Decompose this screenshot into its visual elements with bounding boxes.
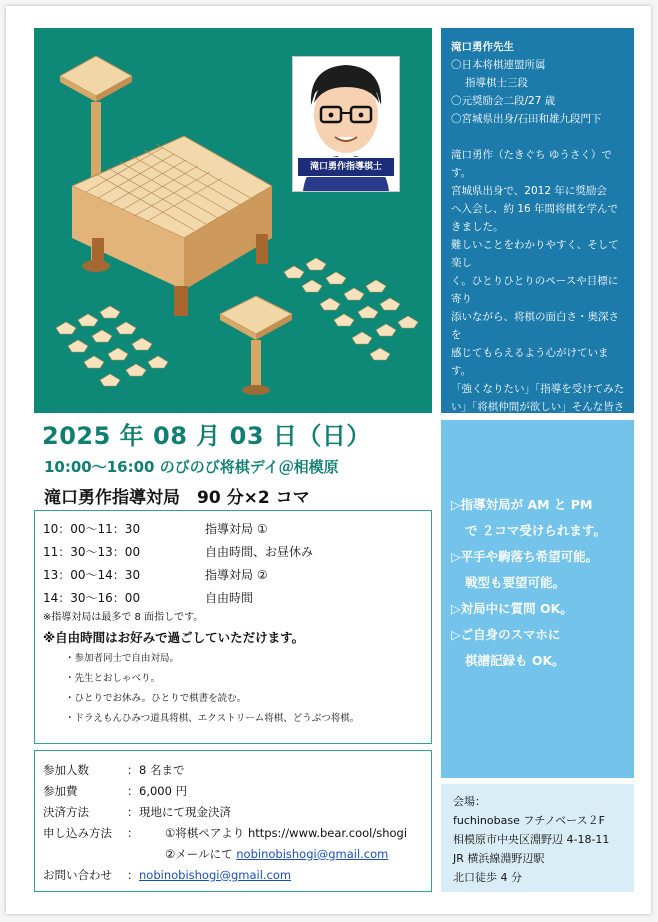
free-time-item: ・先生とおしゃべり。: [65, 673, 161, 684]
info-row-apply: [43, 822, 423, 843]
info-row-fee: [43, 780, 423, 801]
feature-line: 棋譜記録も OK。: [465, 653, 565, 668]
schedule-desc: 指導対局 ②: [205, 568, 268, 582]
feature-line: ▷平手や駒落ち希望可能。: [451, 549, 599, 564]
schedule-time: 13：00～14：30: [43, 568, 141, 582]
participation-info: [34, 750, 432, 892]
teacher-profile: [441, 28, 634, 413]
info-row-payment: [43, 801, 423, 822]
venue-address: 相模原市中央区淵野辺 4-18-11: [453, 833, 610, 846]
free-time-item: ・参加者同士で自由対局。: [65, 653, 180, 664]
schedule-row: [43, 563, 423, 586]
free-time-item: ・ひとりでお休み。ひとりで棋書を読む。: [65, 693, 247, 704]
bio-line: 感じてもらえるよう心がけています。: [451, 347, 609, 377]
bio-line: い」「将棋仲間が欲しい」そんな皆さ: [451, 401, 625, 413]
schedule-time: 14：30～16：00: [43, 591, 141, 605]
teacher-name: 滝口勇作先生: [451, 41, 514, 53]
venue-label: 会場：: [453, 795, 486, 808]
credential-line: 指導棋士三段: [465, 77, 528, 89]
teacher-bio: [451, 146, 626, 452]
feature-line: 戦型も要望可能。: [465, 575, 566, 590]
venue-station: JR 横浜線淵野辺駅: [453, 852, 545, 865]
schedule-desc: 自由時間: [205, 591, 254, 605]
info-label: お問い合わせ: [43, 867, 112, 882]
feature-line: ▷ご自身のスマホに: [451, 627, 561, 642]
info-label: 参加費: [43, 783, 78, 798]
info-colon: ：: [127, 783, 139, 798]
feature-line: ▷対局中に質問 OK。: [451, 601, 573, 616]
feature-line: ▷指導対局が AM と PM: [451, 497, 593, 512]
apply-method-2: [139, 846, 388, 862]
bio-line: 添いながら、将棋の面白さ・奥深さを: [451, 311, 619, 341]
info-row-apply-mail: [43, 843, 423, 864]
credential-line: 〇宮城県出身/石田和雄九段門下: [451, 113, 602, 125]
venue-walk: 北口徒歩 4 分: [453, 871, 522, 884]
schedule-desc: 指導対局 ①: [205, 522, 268, 536]
schedule-row: [43, 586, 423, 609]
info-row-contact: [43, 864, 423, 885]
piece-stand-icon: [220, 296, 292, 395]
bio-line: 滝口勇作（たきぐち ゆうさく）です。: [451, 149, 612, 179]
bio-line: 宮城県出身で、2012 年に奨励会: [451, 185, 607, 197]
credential-line: 〇日本将棋連盟所属: [451, 59, 546, 71]
event-date: 2025 年 08 月 03 日（日）: [42, 422, 371, 450]
venue-name: fuchinobase フチノベース２F: [453, 814, 605, 827]
credential-line: 〇元奨励会二段/27 歳: [451, 95, 556, 107]
teacher-portrait: [292, 56, 400, 192]
info-value: 6,000 円: [139, 783, 188, 798]
portrait-badge: 滝口勇作指導棋士: [297, 157, 395, 177]
free-time-heading: ※自由時間はお好みで過ごしていただけます。: [43, 630, 305, 645]
pieces-right-icon: [284, 258, 418, 360]
info-label: 申し込み方法: [43, 825, 112, 840]
schedule-time: 11：30～13：00: [43, 545, 141, 559]
schedule-row: [43, 540, 423, 563]
apply-email-link[interactable]: nobinobishogi@gmail.com: [236, 846, 389, 861]
contact-email-link[interactable]: nobinobishogi@gmail.com: [139, 867, 292, 882]
schedule-time: 10：00～11：30: [43, 522, 141, 536]
event-subtitle: 10:00～16:00 のびのび将棋デイ＠相模原: [44, 458, 339, 476]
schedule-box: [34, 510, 432, 744]
shogi-illustration: [34, 28, 432, 413]
schedule-row: [43, 517, 423, 540]
apply-method-1[interactable]: ①将棋ペアより https://www.bear.cool/shogi: [165, 825, 408, 840]
info-label: 参加人数: [43, 762, 89, 777]
bio-line: へ入会し、約 16 年間将棋を学んで: [451, 203, 619, 215]
bio-line: く。ひとりひとりのペースや目標に寄り: [451, 275, 619, 305]
schedule-desc: 自由時間、お昼休み: [205, 545, 314, 559]
info-colon: ：: [127, 804, 139, 819]
apply-mail-prefix: ②メールにて: [165, 846, 233, 861]
shogi-board-icon: [72, 136, 272, 316]
info-colon: ：: [127, 762, 139, 777]
free-time-item: ・ドラえもんひみつ道具将棋、エクストリーム将棋、どうぶつ将棋。: [65, 713, 360, 724]
schedule-note: ※指導対局は最多で 8 面指しです。: [43, 612, 204, 623]
bio-line: 難しいことをわかりやすく、そして楽し: [451, 239, 619, 269]
bio-line: 「強くなりたい」「指導を受けてみた: [451, 383, 625, 395]
pieces-left-icon: [56, 306, 168, 386]
info-row-capacity: [43, 759, 423, 780]
bio-line: きました。: [451, 221, 504, 233]
event-title: 滝口勇作指導対局 90 分×2 コマ: [44, 488, 310, 508]
venue-panel: [441, 784, 634, 892]
info-label: 決済方法: [43, 804, 89, 819]
info-value: 現地にて現金決済: [139, 804, 231, 819]
feature-line: で ２コマ受けられます。: [465, 523, 606, 538]
info-value: 8 名まで: [139, 762, 185, 777]
features-panel: [441, 420, 634, 778]
info-colon: ：: [127, 825, 139, 840]
info-colon: ：: [127, 867, 139, 882]
